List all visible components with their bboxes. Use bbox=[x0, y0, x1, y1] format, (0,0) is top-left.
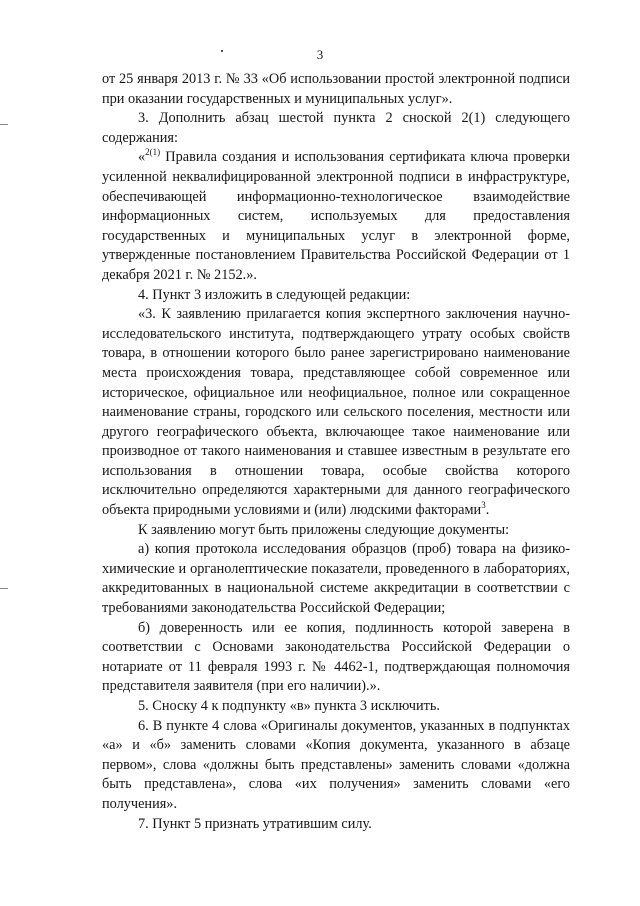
paragraph-point-3-new: «3. К заявлению прилагается копия экспертного заключения научно-исследовательского института, подтверждающего утрату особых свойств товара, в отношении которого было ранее зарегистрировано наименование места происхождения товара, представляющее собой современное или историческое, официальное или неофициальное, полное или сокращенное наименование страны, городского или сельского поселения, местности или другого географического объекта, включающее такое наименование или производное от такого наименования и ставшее известным в результате его использования в отношении товара, особые свойства которого исключительно определяются характерными для данного географического объекта природными условиями и (или) людскими факторами$^3$. bbox=[102, 306, 570, 519]
document-body bbox=[102, 70, 570, 834]
page-number: 3 bbox=[316, 47, 324, 62]
paragraph-item-5: 5. Сноску 4 к подпункту «в» пункта 3 исключить. bbox=[138, 698, 440, 714]
paragraph-item-3: 3. Дополнить абзац шестой пункта 2 сноской 2(1) следующего содержания: bbox=[102, 110, 570, 146]
paragraph-item-4: 4. Пункт 3 изложить в следующей редакции: bbox=[138, 286, 411, 303]
scan-edge-mark bbox=[0, 124, 8, 125]
paragraph-continuation: от 25 января 2013 г. № 33 «Об использовании простой электронной подписи при оказании государственных и муниципальных услуг». bbox=[102, 71, 570, 107]
paragraph-subitem-a: а) копия протокола исследования образцов (проб) товара на физико-химические и органолептические показатели, проведенного в лабораториях, аккредитованных в национальной системе аккредитации в соответствии с требованиями законодательства Российской Федерации; bbox=[102, 541, 570, 617]
paragraph-subitem-b: б) доверенность или ее копия, подлинность которой заверена в соответствии с Основами законодательства Российской Федерации о нотариате от 11 февраля 1993 г. № 4462-1, подтверждающая полномочия представителя заявителя (при его наличии).». bbox=[102, 619, 570, 695]
paragraph-footnote-2-1: «$^{2(1)}$ Правила создания и использования сертификата ключа проверки усиленной неквалифицированной электронной подписи в инфраструктуре, обеспечивающей информационно-технологическое взаимодействие информационных систем, используемых для предоставления государственных и муниципальных услуг в электронной форме, утвержденные постановлением Правительства Российской Федерации от 1 декабря 2021 г. № 2152.». bbox=[102, 147, 571, 283]
paragraph-item-6: 6. В пункте 4 слова «Оригиналы документов, указанных в подпунктах «а» и «б» заменить словами «Копия документа, указанного в абзаце первом», слова «должны быть представлены» заменить словами «должна быть представлена», слова «их получения» заменить словами «его получения». bbox=[102, 717, 570, 812]
paragraph-documents-intro: К заявлению могут быть приложены следующие документы: bbox=[138, 521, 510, 538]
footnote-marker: 3 bbox=[481, 500, 486, 511]
footnote-marker: 2(1) bbox=[145, 147, 161, 158]
paragraph-item-7: 7. Пункт 5 признать утратившим силу. bbox=[138, 815, 372, 832]
scan-edge-mark bbox=[0, 588, 8, 589]
